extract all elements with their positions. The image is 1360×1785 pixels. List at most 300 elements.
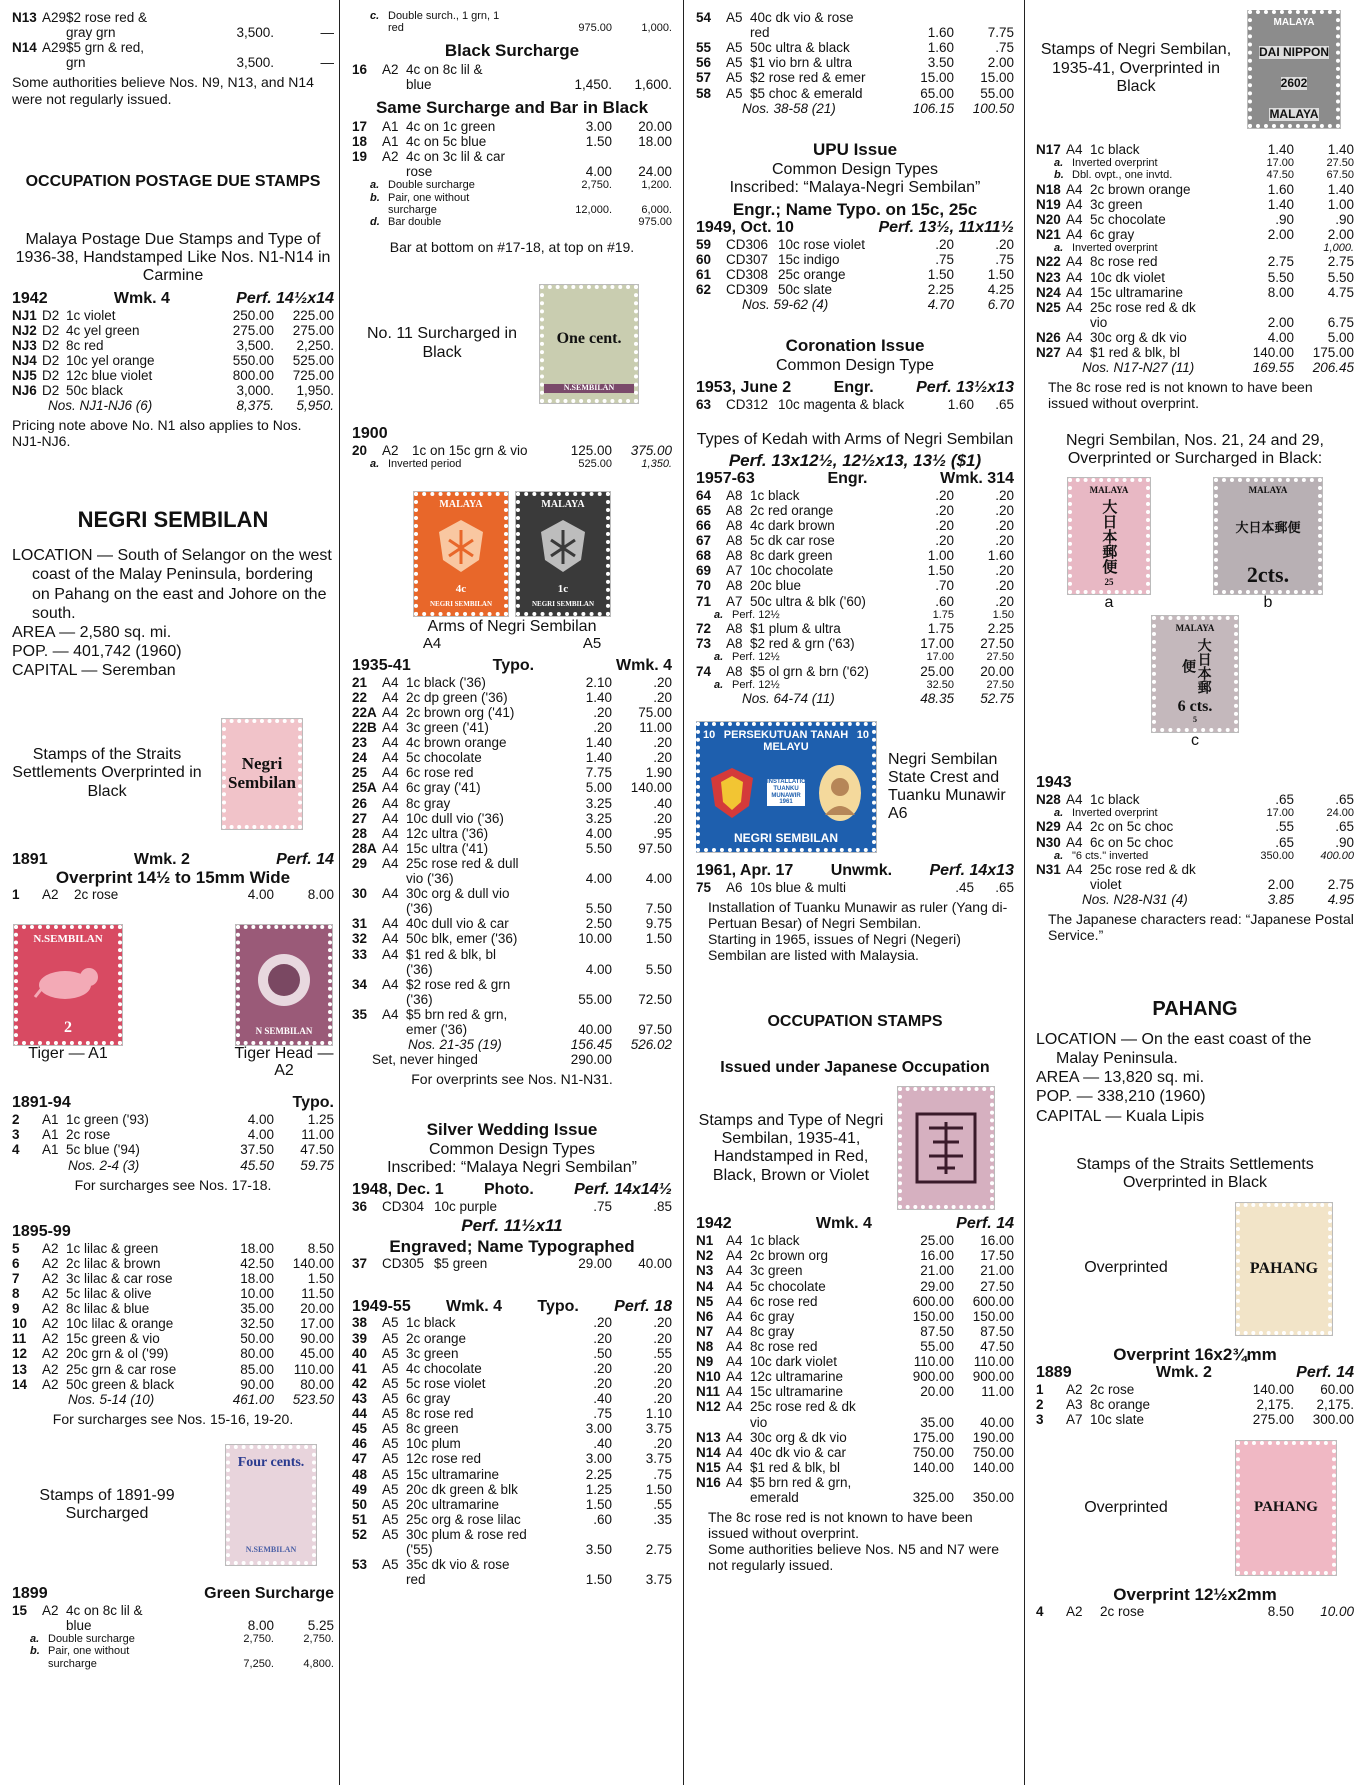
used-value: 10.00 xyxy=(1320,1603,1354,1619)
catalog-number: N23 xyxy=(1036,269,1061,285)
listing-row xyxy=(12,383,334,398)
issue-perf: Perf. 14½x14 xyxy=(236,289,334,307)
sub-rows xyxy=(352,10,672,35)
stamp-description: 20c blue xyxy=(750,578,802,594)
stamp-description: 4c yel green xyxy=(66,322,140,338)
design-type: A5 xyxy=(726,85,743,101)
total-label: Nos. 38-58 (21) xyxy=(742,100,836,116)
listing-row xyxy=(1036,1397,1354,1412)
issue-header xyxy=(696,379,1014,397)
overprint-text: PAHANG xyxy=(1254,1499,1318,1516)
stamp-description: 15c indigo xyxy=(778,251,840,267)
design-type: A5 xyxy=(382,1375,399,1391)
listing-row xyxy=(696,1233,1014,1248)
mint-value: 2.50 xyxy=(585,916,612,932)
catalog-number: 33 xyxy=(352,946,368,962)
used-value: .75 xyxy=(995,40,1014,56)
stamp-description: 10c dull vio ('36) xyxy=(406,810,504,826)
catalog-number: 10 xyxy=(12,1316,28,1332)
catalog-number: N19 xyxy=(1036,196,1061,212)
sub-letter: a. xyxy=(1054,157,1064,170)
catalog-number: 68 xyxy=(696,548,712,564)
mint-value: 140.00 xyxy=(1252,345,1294,361)
mint-value: 29.00 xyxy=(578,1256,612,1272)
catalog-number: 19 xyxy=(352,149,368,165)
mint-value: .20 xyxy=(935,502,954,518)
stamp-label: NEGRI SEMBILAN xyxy=(733,830,838,845)
catalog-number: 49 xyxy=(352,1481,368,1497)
type-label: A5 xyxy=(582,634,602,652)
sub-description: surcharge xyxy=(48,1657,97,1670)
sub-row xyxy=(1036,157,1354,169)
stamp-description: 1c black xyxy=(406,1315,456,1331)
stamp-label: N.SEMBILAN xyxy=(33,932,103,945)
overprint-text: 大日本郵便 xyxy=(1180,637,1212,694)
total-used: 4.95 xyxy=(1327,892,1354,908)
issue-perf: Perf. 14x13 xyxy=(929,862,1014,880)
design-type: A4 xyxy=(726,1354,743,1370)
mint-value: .65 xyxy=(1275,834,1294,850)
total-label: Nos. 59-62 (4) xyxy=(742,296,829,312)
stamp-description: $2 red & grn ('63) xyxy=(750,636,855,652)
used-value: .20 xyxy=(995,578,1014,594)
design-type: A8 xyxy=(726,487,743,503)
catalog-number: 56 xyxy=(696,55,712,71)
used-value: .40 xyxy=(653,795,672,811)
issue-header xyxy=(696,862,1014,880)
sub-letter: b. xyxy=(370,191,380,204)
stamp-description: $1 red & blk, bl xyxy=(750,1459,841,1475)
mint-value: 8.50 xyxy=(1267,1603,1294,1619)
stamp-description: 8c gray xyxy=(750,1323,795,1339)
catalog-number: N14 xyxy=(696,1444,721,1460)
listing-row xyxy=(12,1256,334,1271)
design-type: A4 xyxy=(726,1233,743,1249)
used-value: 3.75 xyxy=(645,1451,672,1467)
used-value: 725.00 xyxy=(292,368,334,384)
mint-value: 1.60 xyxy=(947,397,974,413)
listing-row xyxy=(12,1241,334,1256)
catalog-number: N4 xyxy=(696,1278,714,1294)
stamp-description: $5 brn red & grn, xyxy=(750,1474,852,1490)
listing-row xyxy=(12,1618,334,1633)
stamp-description: 40c dk vio & rose xyxy=(750,10,854,25)
mint-value: .75 xyxy=(593,1199,612,1215)
stamp-description: grn xyxy=(66,55,86,71)
used-value: 4.75 xyxy=(1327,284,1354,300)
listing-rows xyxy=(12,308,334,399)
sub-row xyxy=(1036,242,1354,254)
mint-value: 3,500. xyxy=(236,337,274,353)
stamp-description: 10c chocolate xyxy=(750,563,834,579)
seal-handstamp-icon xyxy=(911,1108,981,1188)
stamp-label: N.SEMBILAN xyxy=(245,1545,297,1555)
arms-icon xyxy=(431,516,491,576)
listing-row xyxy=(12,1331,334,1346)
stamp-description: 2c brown orange xyxy=(1090,181,1191,197)
overprint-text: Negri Sembilan xyxy=(227,753,297,792)
used-value: .65 xyxy=(1335,792,1354,808)
stamp-description: 2c rose xyxy=(74,887,119,903)
stamp-description: $2 rose red & xyxy=(66,10,148,25)
sub-row xyxy=(1036,807,1354,819)
sub-row xyxy=(1036,169,1354,181)
design-type: A2 xyxy=(382,149,399,165)
catalog-number: 45 xyxy=(352,1421,368,1437)
population: POP. — 338,210 (1960) xyxy=(1036,1088,1206,1106)
design-type: A4 xyxy=(1066,792,1083,808)
capital: CAPITAL — Seremban xyxy=(12,662,176,680)
used-value: 750.00 xyxy=(972,1444,1014,1460)
used-value: 8.50 xyxy=(307,1240,334,1256)
catalog-number: 3 xyxy=(1036,1411,1044,1427)
used-value: 1,200. xyxy=(641,179,672,192)
stamp-description: 15c ultra ('41) xyxy=(406,840,489,856)
listing-row xyxy=(352,1542,672,1557)
mint-value: .50 xyxy=(593,1345,612,1361)
used-value: 375.00 xyxy=(630,442,672,458)
design-type: CD305 xyxy=(382,1256,425,1272)
listing-row xyxy=(696,533,1014,548)
mint-value: 1,450. xyxy=(574,76,612,92)
stamp-description: 6c gray xyxy=(1090,227,1135,243)
catalog-number: 17 xyxy=(352,118,368,134)
listing-row xyxy=(696,252,1014,267)
mint-value: 1.50 xyxy=(585,134,612,150)
used-value: 75.00 xyxy=(638,704,672,720)
listing-row xyxy=(352,796,672,811)
total-label: Nos. N28-N31 (4) xyxy=(1082,892,1188,908)
sub-letter: a. xyxy=(714,608,724,621)
design-type: A4 xyxy=(382,855,399,871)
sub-letter: a. xyxy=(714,678,724,691)
stamp-description: 25c grn & car rose xyxy=(66,1361,177,1377)
stamp-description: 3c lilac & car rose xyxy=(66,1270,173,1286)
stamp-description: blue xyxy=(66,1618,92,1634)
listing-row xyxy=(1036,285,1354,300)
catalog-number: 7 xyxy=(12,1270,20,1286)
stamp-label: MALAYA xyxy=(1175,623,1215,634)
sub-row xyxy=(352,179,672,191)
section-sub: Inscribed: “Malaya Negri Sembilan” xyxy=(387,1158,637,1176)
used-value: 6,000. xyxy=(641,203,672,216)
used-value: 225.00 xyxy=(292,307,334,323)
listing-rows xyxy=(696,1233,1014,1505)
sub-letter: a. xyxy=(1054,242,1064,255)
listing-row xyxy=(352,931,672,946)
issue-wmk: Unwmk. xyxy=(830,862,893,880)
stamp-label: MALAYA xyxy=(439,499,483,511)
stamp-description: 1c lilac & green xyxy=(66,1240,159,1256)
catalog-number: 44 xyxy=(352,1406,368,1422)
used-value: 40.00 xyxy=(638,1256,672,1272)
listing-row xyxy=(696,1324,1014,1339)
issue-header xyxy=(12,1094,334,1112)
mint-value: 900.00 xyxy=(912,1369,954,1385)
listing-row xyxy=(1036,142,1354,157)
stamp-label: MALAYA xyxy=(541,499,585,511)
catalog-number: NJ3 xyxy=(12,337,37,353)
stamp-description: 10c lilac & orange xyxy=(66,1316,174,1332)
stamp-value: 10 xyxy=(856,729,869,742)
catalog-number: 43 xyxy=(352,1391,368,1407)
used-value: .55 xyxy=(653,1496,672,1512)
portrait-icon xyxy=(817,763,863,823)
used-value: 21.00 xyxy=(980,1263,1014,1279)
catalog-number: 48 xyxy=(352,1466,368,1482)
listing-row xyxy=(1036,835,1354,850)
sub-row xyxy=(352,204,672,216)
mint-value: 10.00 xyxy=(240,1286,274,1302)
stamp-description: 5c chocolate xyxy=(406,750,482,766)
catalog-number: 3 xyxy=(12,1127,20,1143)
catalog-number: 58 xyxy=(696,85,712,101)
design-type: A4 xyxy=(1066,254,1083,270)
listing-row xyxy=(352,1512,672,1527)
design-type: A5 xyxy=(382,1451,399,1467)
total-row xyxy=(352,1052,672,1067)
mint-value: 1.75 xyxy=(927,621,954,637)
overprint-year: 2602 xyxy=(1280,75,1308,90)
stamp-label: MALAYA xyxy=(1248,485,1288,496)
catalog-number: 21 xyxy=(352,674,368,690)
issue-perf: Perf. 13½x13 xyxy=(916,379,1014,397)
mint-value: 2,750. xyxy=(243,1633,274,1646)
design-type: A2 xyxy=(42,1301,59,1317)
catalog-number: N5 xyxy=(696,1293,714,1309)
stamp-description: 12c rose red xyxy=(406,1451,482,1467)
stamp-arms-a4 xyxy=(414,492,508,616)
listing-row xyxy=(12,1346,334,1361)
stamp-description: 25c org & rose lilac xyxy=(406,1511,521,1527)
listing-row xyxy=(352,1199,672,1214)
used-value: 1.25 xyxy=(307,1112,334,1128)
total-used: 526.02 xyxy=(630,1037,672,1053)
issue-year: 1889 xyxy=(1036,1363,1072,1381)
listing-row xyxy=(352,149,672,164)
design-type: D2 xyxy=(42,352,60,368)
used-value: 1.90 xyxy=(645,765,672,781)
design-type: A5 xyxy=(382,1466,399,1482)
stamp-description: 2c brown org ('41) xyxy=(406,704,515,720)
listing-row xyxy=(12,1142,334,1157)
catalog-number: N27 xyxy=(1036,345,1061,361)
listing-row xyxy=(352,1451,672,1466)
catalog-number: 28A xyxy=(352,840,377,856)
issue-year: 1961, Apr. 17 xyxy=(696,862,794,880)
issue-process: Engr. xyxy=(833,379,874,397)
catalog-number: 4 xyxy=(1036,1603,1044,1619)
section-sub: Engr.; Name Typo. on 15c, 25c xyxy=(732,199,978,219)
note: For surcharges see Nos. 15-16, 19-20. xyxy=(52,1410,294,1427)
used-value: 4.00 xyxy=(645,871,672,887)
used-value: 1.50 xyxy=(307,1270,334,1286)
stamp-description: 30c org & dull vio xyxy=(406,886,510,902)
stamp-description: 30c org & dk vio xyxy=(750,1429,847,1445)
used-value: 20.00 xyxy=(638,118,672,134)
listing-row xyxy=(352,962,672,977)
stamp-description: 25c rose red & dk xyxy=(750,1399,856,1415)
stamp-description: $1 vio brn & ultra xyxy=(750,55,853,71)
listing-row xyxy=(352,901,672,916)
used-value: .20 xyxy=(653,1360,672,1376)
design-type: A1 xyxy=(42,1112,59,1128)
used-value: .85 xyxy=(653,1199,672,1215)
design-type: A2 xyxy=(42,1286,59,1302)
stamp-description: 10s blue & multi xyxy=(750,879,847,895)
catalog-number: 37 xyxy=(352,1256,368,1272)
mint-value: 25.00 xyxy=(920,663,954,679)
mint-value: 42.50 xyxy=(240,1255,274,1271)
design-type: CD309 xyxy=(726,281,769,297)
mint-value: 275.00 xyxy=(232,322,274,338)
used-value: 7.75 xyxy=(987,25,1014,41)
design-type: A4 xyxy=(726,1384,743,1400)
stamp-description: 10c plum xyxy=(406,1436,461,1452)
used-value: 1.40 xyxy=(1327,142,1354,157)
used-value: 97.50 xyxy=(638,1022,672,1038)
stamp-description: 1c violet xyxy=(66,307,116,323)
used-value: 9.75 xyxy=(645,916,672,932)
listing-rows xyxy=(1036,254,1354,360)
listing-row xyxy=(352,1346,672,1361)
overprint-text: 大日本郵便 xyxy=(1235,520,1301,536)
sub-letter: b. xyxy=(1054,169,1064,182)
listing-row xyxy=(696,1445,1014,1460)
design-type: A2 xyxy=(382,442,399,458)
design-type: A5 xyxy=(382,1345,399,1361)
mint-value: 17.00 xyxy=(1266,157,1294,170)
design-type: A1 xyxy=(42,1142,59,1158)
mint-value: 7,250. xyxy=(243,1657,274,1670)
issue-wmk: Wmk. 2 xyxy=(133,850,190,868)
design-type: A8 xyxy=(726,518,743,534)
mint-value: 2,175. xyxy=(1256,1396,1294,1412)
catalog-number: NJ6 xyxy=(12,383,37,399)
section-title: OCCUPATION POSTAGE DUE STAMPS xyxy=(25,172,321,190)
stamp-description: 15c green & vio xyxy=(66,1331,160,1347)
catalog-number: N28 xyxy=(1036,792,1061,808)
listing-row xyxy=(352,780,672,795)
used-value: 110.00 xyxy=(973,1354,1014,1370)
stamp-description: 50c ultra & black xyxy=(750,40,850,56)
design-type: A5 xyxy=(382,1315,399,1331)
used-value: 24.00 xyxy=(638,164,672,180)
issue-header xyxy=(696,219,1014,237)
note: Starting in 1965, issues of Negri (Negeri) Sembilan are listed with Malaysia. xyxy=(708,931,961,964)
design-type: CD307 xyxy=(726,251,769,267)
mint-value: 2.00 xyxy=(1267,314,1294,330)
mint-value: 4.00 xyxy=(585,961,612,977)
issue-process: Photo. xyxy=(484,1181,534,1199)
design-type: A5 xyxy=(726,70,743,86)
listing-row xyxy=(12,25,334,40)
used-value: 90.00 xyxy=(300,1331,334,1347)
sub-description: Pair, one without xyxy=(48,1645,130,1658)
catalog-number: 35 xyxy=(352,1007,368,1023)
stamp-description: vio xyxy=(750,1414,768,1430)
design-type: A4 xyxy=(726,1278,743,1294)
mint-value: 5.50 xyxy=(585,901,612,917)
issue-wmk: Wmk. 2 xyxy=(1155,1363,1212,1381)
listing-row xyxy=(696,1263,1014,1278)
mint-value: 50.00 xyxy=(240,1331,274,1347)
sub-description: Inverted overprint xyxy=(1072,157,1158,170)
stamp-description: red xyxy=(406,1572,426,1588)
design-type: A4 xyxy=(382,795,399,811)
catalog-number: 36 xyxy=(352,1199,368,1215)
stamp-description: ('36) xyxy=(406,961,433,977)
mint-value: 125.00 xyxy=(570,442,612,458)
design-type: A2 xyxy=(42,887,59,903)
used-value: .95 xyxy=(653,825,672,841)
catalog-number: N9 xyxy=(696,1354,714,1370)
mint-value: .90 xyxy=(1275,211,1294,227)
type-label: A4 xyxy=(422,634,442,652)
catalog-number: 8 xyxy=(12,1286,20,1302)
design-type: A5 xyxy=(382,1421,399,1437)
used-value: 47.50 xyxy=(300,1142,334,1158)
sub-description: Perf. 12½ xyxy=(732,651,780,664)
total-label: Nos. 2-4 (3) xyxy=(68,1157,140,1173)
issue-perf: Perf. 18 xyxy=(614,1297,672,1315)
issue-year: 1942 xyxy=(12,289,48,307)
catalog-number: 15 xyxy=(12,1602,28,1618)
design-type: A29 xyxy=(42,40,67,56)
design-type: A4 xyxy=(382,689,399,705)
total-used: 5,950. xyxy=(296,398,334,414)
design-type: A4 xyxy=(382,735,399,751)
design-type: A1 xyxy=(382,118,399,134)
sub-letter: c. xyxy=(370,10,380,22)
used-value: 1.10 xyxy=(645,1406,672,1422)
used-value: 5.50 xyxy=(645,961,672,977)
listing-row xyxy=(1036,270,1354,285)
capital: CAPITAL — Kuala Lipis xyxy=(1036,1107,1205,1125)
stamp-description: ('36) xyxy=(406,991,433,1007)
mint-value: 17.00 xyxy=(926,651,954,664)
catalog-number: N10 xyxy=(696,1369,721,1385)
mint-value: 1.60 xyxy=(1267,181,1294,197)
issue-year: 1895-99 xyxy=(12,1222,71,1240)
design-type: A5 xyxy=(382,1391,399,1407)
listing-row xyxy=(1036,862,1354,877)
stamp-pahang-overprint-1 xyxy=(1236,1203,1332,1335)
stamp-description: 6c gray xyxy=(750,1308,795,1324)
mint-value: 325.00 xyxy=(912,1490,954,1506)
mint-value: 2.25 xyxy=(927,281,954,297)
total-mint: 8,375. xyxy=(236,398,274,414)
mint-value: 1.40 xyxy=(1267,142,1294,157)
listing-row xyxy=(352,705,672,720)
used-value: 27.50 xyxy=(1326,157,1354,170)
stamp-description: 1c black xyxy=(750,487,800,503)
design-type: A4 xyxy=(382,825,399,841)
note: The 8c rose red is not known to have been issued without overprint. xyxy=(1048,379,1313,412)
listing-row xyxy=(352,164,672,179)
stamp-value: 25 xyxy=(1104,577,1114,588)
listing-row xyxy=(352,443,672,458)
used-value: .20 xyxy=(653,674,672,690)
mint-value: 18.00 xyxy=(240,1270,274,1286)
used-value: 2,175. xyxy=(1316,1396,1354,1412)
used-value: 17.00 xyxy=(300,1316,334,1332)
catalog-number: 2 xyxy=(12,1112,20,1128)
used-value: 47.50 xyxy=(980,1338,1014,1354)
section-title: Coronation Issue xyxy=(785,336,925,356)
catalog-number: N2 xyxy=(696,1248,714,1264)
mint-value: .75 xyxy=(593,1406,612,1422)
